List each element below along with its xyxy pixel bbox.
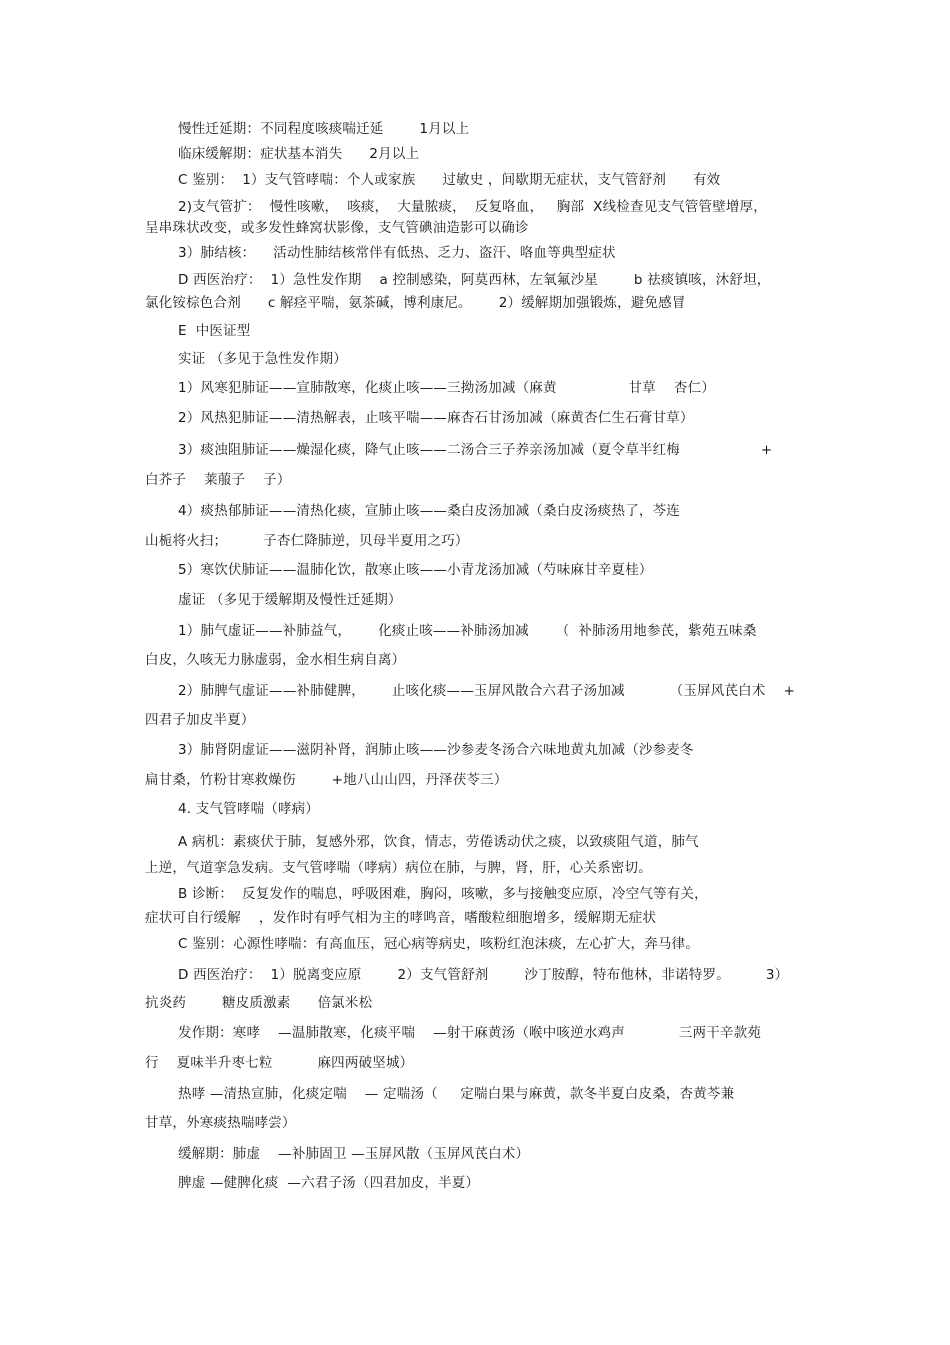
text-line: 行 夏味半升枣七粒 麻四两破坚城） [145,1055,414,1071]
text-line: 缓解期：肺虚 —补肺固卫 —玉屏风散（玉屏风芪白术） [178,1146,530,1162]
text-line: 3）痰浊阻肺证——燥湿化痰，降气止咳——二汤合三子养亲汤加减（夏令草半红梅 + [178,442,773,458]
text-line: 氯化铵棕色合剂 c 解痉平喘，氨茶碱，博利康尼。 2）缓解期加强锻炼，避免感冒 [145,295,686,311]
text-line: D 西医治疗： 1）脱离变应原 2）支气管舒剂 沙丁胺醇，特布他林，非诺特罗。 3） [178,967,789,983]
text-line: 白芥子 莱菔子 子） [145,472,291,488]
text-line: 3）肺结核： 活动性肺结核常伴有低热、乏力、盗汗、咯血等典型症状 [178,245,616,261]
text-line: 1）风寒犯肺证——宣肺散寒，化痰止咳——三拗汤加减（麻黄 甘草 杏仁） [178,380,716,396]
text-line: 扁甘桑，竹粉甘寒救燥伤 +地八山山四，丹泽茯苓三） [145,772,508,788]
text-line: C 鉴别： 1）支气管哮喘：个人或家族 过敏史 ，间歇期无症状，支气管舒剂 有效 [178,172,721,188]
text-line: 慢性迁延期：不同程度咳痰喘迁延 1月以上 [178,121,470,137]
text-line: 上逆，气道挛急发病。支气管哮喘（哮病）病位在肺，与脾，肾，肝，心关系密切。 [145,860,652,876]
text-line: C 鉴别：心源性哮喘：有高血压，冠心病等病史，咳粉红泡沫痰，左心扩大，奔马律。 [178,936,700,952]
text-line: D 西医治疗： 1）急性发作期 a 控制感染，阿莫西林，左氧氟沙星 b 祛痰镇咳，沐舒坦， [178,272,771,288]
text-line: 脾虚 —健脾化痰 —六君子汤（四君加皮，半夏） [178,1175,480,1191]
text-line: 白皮，久咳无力脉虚弱，金水相生病自离） [145,652,406,668]
text-line: 3）肺肾阴虚证——滋阴补肾，润肺止咳——沙参麦冬汤合六味地黄丸加减（沙参麦冬 [178,742,694,758]
section-heading: 实证 （多见于急性发作期） [178,351,347,367]
text-line: 2）风热犯肺证——清热解表，止咳平喘——麻杏石甘汤加减（麻黄杏仁生石膏甘草） [178,410,694,426]
text-line: 症状可自行缓解 ，发作时有呼气相为主的哮鸣音，嗜酸粒细胞增多，缓解期无症状 [145,910,657,926]
text-line: 抗炎药 糖皮质激素 倍氯米松 [145,995,373,1011]
text-line: 临床缓解期：症状基本消失 2月以上 [178,146,420,162]
section-heading: E 中医证型 [178,323,251,339]
text-line: 发作期：寒哮 —温肺散寒，化痰平喘 —射干麻黄汤（喉中咳逆水鸡声 三两干辛款苑 [178,1025,762,1041]
text-line: 4）痰热郁肺证——清热化痰，宣肺止咳——桑白皮汤加减（桑白皮汤痰热了，芩连 [178,503,680,519]
text-line: 5）寒饮伏肺证——温肺化饮，散寒止咳——小青龙汤加减（芍味麻甘辛夏桂） [178,562,653,578]
text-line: 2）肺脾气虚证——补肺健脾， 止咳化痰——玉屏风散合六君子汤加减 （玉屏风芪白术 + [178,683,796,699]
text-line: B 诊断： 反复发作的喘息，呼吸困难，胸闷，咳嗽，多与接触变应原，冷空气等有关， [178,886,708,902]
text-line: 1）肺气虚证——补肺益气， 化痰止咳——补肺汤加减 （ 补肺汤用地参芪，紫苑五味桑 [178,623,757,639]
section-heading: 4. 支气管哮喘（哮病） [178,801,320,817]
text-line: 山栀将火扫； 子杏仁降肺逆，贝母半夏用之巧） [145,533,469,549]
text-line: A 病机：素痰伏于肺，复感外邪，饮食，情志，劳倦诱动伏之痰，以致痰阻气道，肺气 [178,834,699,850]
text-line: 甘草，外寒痰热喘哮尝） [145,1115,296,1131]
text-line: 四君子加皮半夏） [145,712,255,728]
text-line: 2)支气管扩： 慢性咳嗽， 咳痰， 大量脓痰， 反复咯血， 胸部 X线检查见支气管管壁增厚， [178,199,767,215]
text-line: 呈串珠状改变，或多发性蜂窝状影像，支气管碘油造影可以确诊 [145,220,529,236]
section-heading: 虚证 （多见于缓解期及慢性迁延期） [178,592,402,608]
text-line: 热哮 —清热宣肺，化痰定喘 — 定喘汤（ 定喘白果与麻黄，款冬半夏白皮桑，杏黄芩兼 [178,1086,735,1102]
